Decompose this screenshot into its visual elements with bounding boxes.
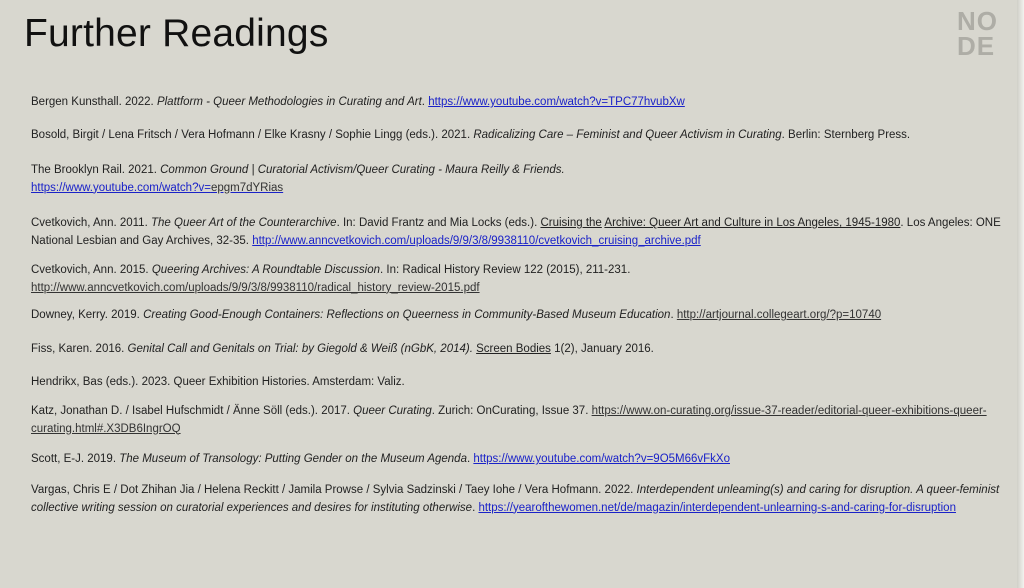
reference-link[interactable]: https://www.youtube.com/watch?v=9O5M66vFkXo bbox=[473, 453, 730, 465]
node-logo: NO DE bbox=[957, 6, 998, 61]
reference-item: Bergen Kunsthall. 2022. Plattform - Queer Methodologies in Curating and Art. https://www.youtube.com/watch?v=TPC77hvubXw bbox=[31, 96, 685, 108]
page-title: Further Readings bbox=[24, 12, 329, 55]
reference-link[interactable]: https://yearofthewomen.net/de/magazin/interdependent-unlearning-s-and-caring-for-disruption bbox=[478, 501, 956, 514]
reference-link[interactable]: http://artjournal.collegeart.org/?p=10740 bbox=[676, 309, 882, 321]
reference-item: Cvetkovich, Ann. 2011. The Queer Art of the Counterarchive. In: David Frantz and Mia Locks (eds.). Cruising the Archive: Queer Art and Culture in Los Angeles, 1945-1980. Los Angeles: ONE National Lesbian and Gay Archives, 32-35. http://www.anncvetkovich.com/uploads/9/9/3/8/9938110/cvetkovich_cruising_archive.pdf bbox=[31, 217, 1001, 247]
reference-item: Scott, E-J. 2019. The Museum of Transology: Putting Gender on the Museum Agenda. https://www.youtube.com/watch?v=9O5M66vFkXo bbox=[31, 453, 730, 465]
slide-edge bbox=[1017, 0, 1024, 588]
reference-item: Vargas, Chris E / Dot Zhihan Jia / Helena Reckitt / Jamila Prowse / Sylvia Sadzinski / Taey Iohe / Vera Hofmann. 2022. Interdependent unleaming(s) and caring for disruption. A queer-feminist collective writing session on curatorial experiences and desires for instituting otherwise. https://yearofthewomen.net/de/magazin/interdependent-unlearning-s-and-caring-for-disruption bbox=[31, 484, 1000, 514]
reference-item: Downey, Kerry. 2019. Creating Good-Enough Containers: Reflections on Queerness in Community-Based Museum Education. http://artjournal.collegeart.org/?p=10740 bbox=[31, 309, 882, 321]
reference-item: Bosold, Birgit / Lena Fritsch / Vera Hofmann / Elke Krasny / Sophie Lingg (eds.). 2021. Radicalizing Care – Feminist and Queer Activism in Curating. Berlin: Sternberg Press. bbox=[31, 129, 911, 141]
reference-link[interactable]: https://www.youtube.com/watch?v=epgm7dYRias bbox=[31, 181, 284, 194]
reference-item: Hendrikx, Bas (eds.). 2023. Queer Exhibition Histories. Amsterdam: Valiz. bbox=[31, 376, 405, 388]
reference-link[interactable]: https://www.youtube.com/watch?v=TPC77hvubXw bbox=[428, 96, 685, 108]
reference-link[interactable]: https://www.on-curating.org/issue-37-reader/editorial-queer-exhibitions-queer-curating.html#.X3DB6IngrOQ bbox=[31, 405, 987, 435]
reference-link[interactable]: http://www.anncvetkovich.com/uploads/9/9/3/8/9938110/radical_history_review-2015.pdf bbox=[31, 281, 480, 294]
reference-item: Cvetkovich, Ann. 2015. Queering Archives: A Roundtable Discussion. In: Radical History Review 122 (2015), 211-231. http://www.anncvetkovich.com/uploads/9/9/3/8/9938110/radical_history_review-2015.pdf bbox=[31, 264, 631, 294]
reference-item: The Brooklyn Rail. 2021. Common Ground | Curatorial Activism/Queer Curating - Maura Reilly & Friends. https://www.youtube.com/watch?v=epgm7dYRias bbox=[31, 164, 565, 194]
reference-item: Katz, Jonathan D. / Isabel Hufschmidt / Änne Söll (eds.). 2017. Queer Curating. Zurich: OnCurating, Issue 37. https://www.on-curating.org/issue-37-reader/editorial-queer-exhibitions-queer-curating.html#.X3DB6IngrOQ bbox=[31, 405, 987, 435]
reference-item: Fiss, Karen. 2016. Genital Call and Genitals on Trial: by Giegold & Weiß (nGbK, 2014). Screen Bodies 1(2), January 2016. bbox=[31, 343, 654, 355]
reference-link[interactable]: http://www.anncvetkovich.com/uploads/9/9/3/8/9938110/cvetkovich_cruising_archive.pdf bbox=[252, 234, 701, 247]
